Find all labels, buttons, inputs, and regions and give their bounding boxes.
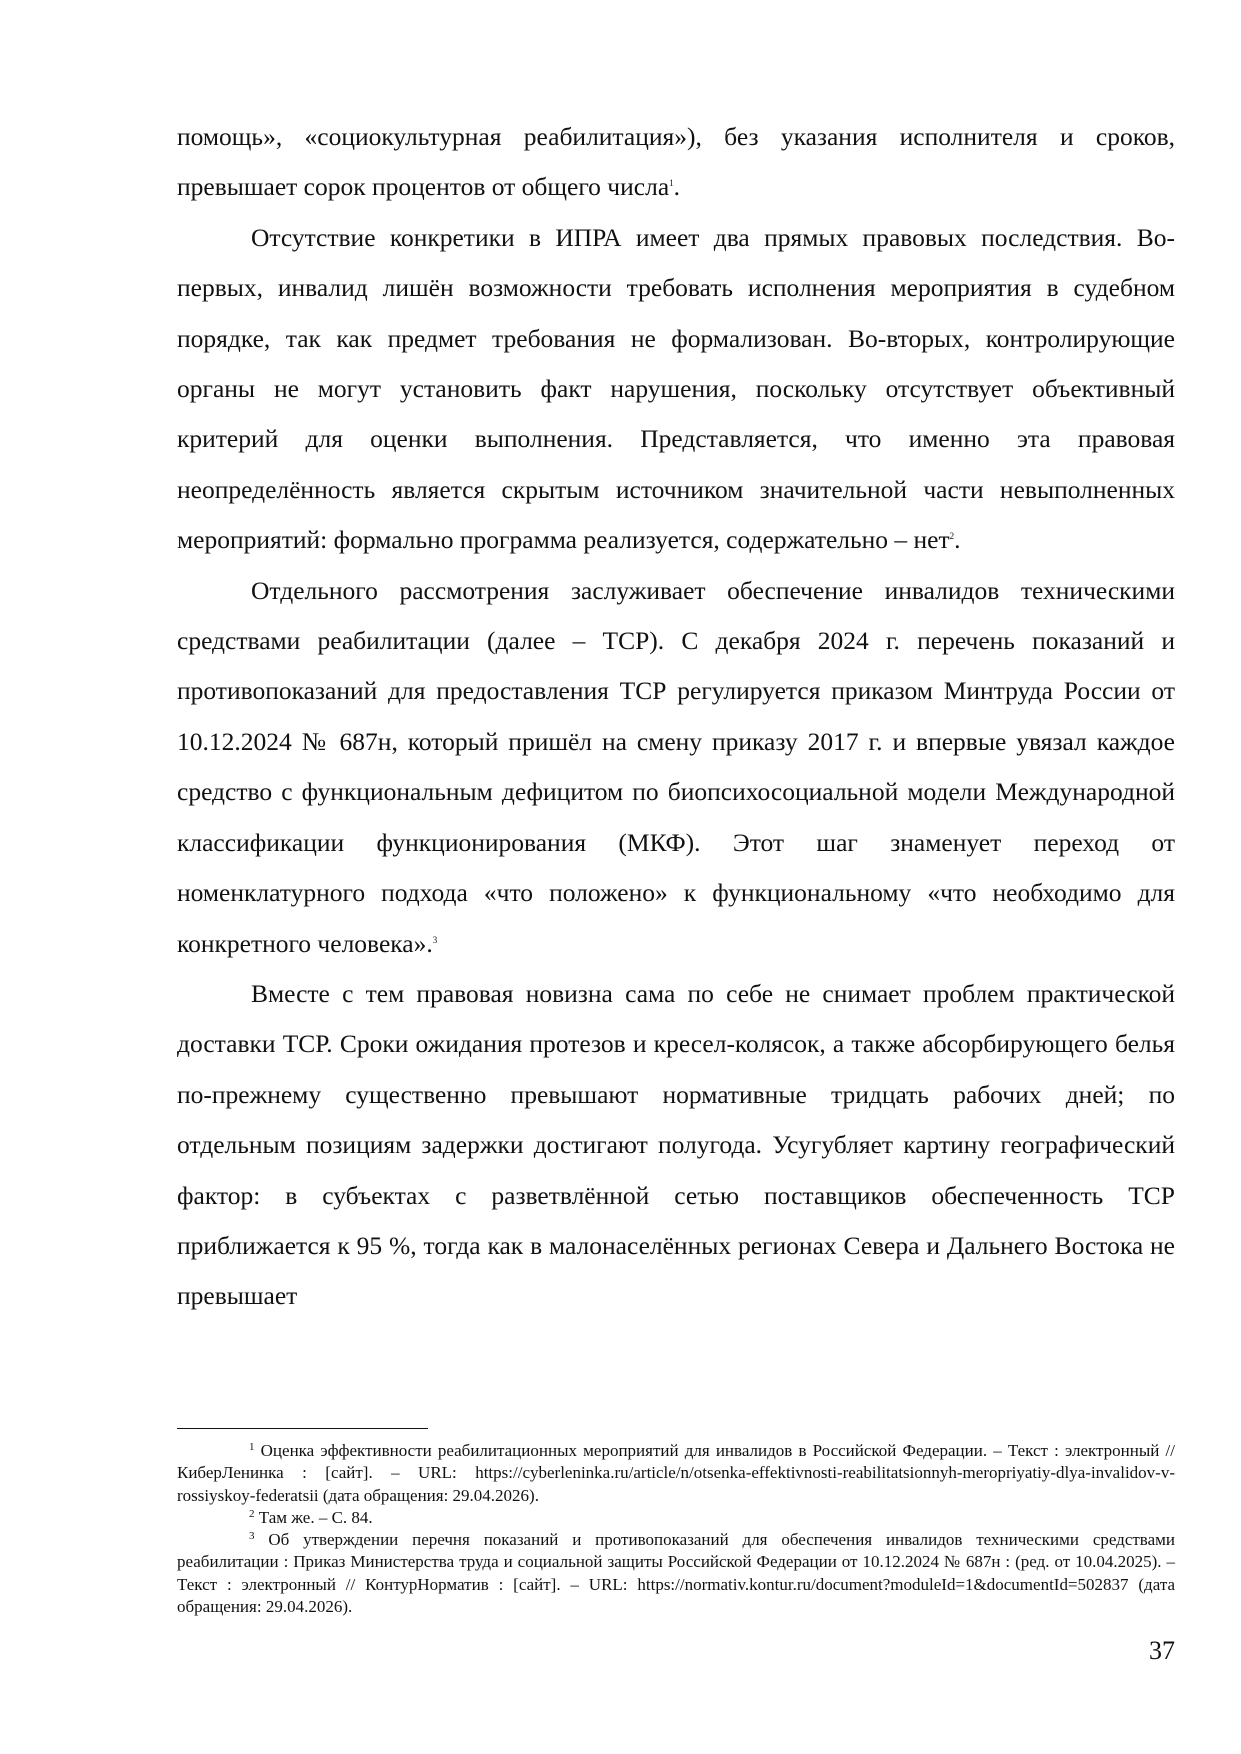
footnotes bbox=[177, 1440, 1175, 1618]
paragraph-tail: . bbox=[673, 172, 681, 202]
footnote-separator bbox=[177, 1428, 428, 1429]
footnote-1 bbox=[177, 1440, 1175, 1507]
page-number: 37 bbox=[1149, 1636, 1175, 1665]
paragraph-4 bbox=[177, 969, 1175, 1322]
paragraph-text: Отдельного рассмотрения заслуживает обеспечение инвалидов техническими средствами реабилитации (далее – ТСР). С декабря 2024 г. перечень показаний и противопоказаний для предоставления ТСР регулируется приказом Минтруда России от 10.12.2024 № 687н, который пришёл на смену приказу 2017 г. и впервые увязал каждое средство с функциональным дефицитом по биопсихосоциальной модели Международной классификации функционирования (МКФ). Этот шаг знаменует переход от номенклатурного подхода «что положено» к функциональному «что необходимо для конкретного человека». bbox=[177, 575, 1175, 958]
paragraph-tail: . bbox=[954, 525, 961, 555]
paragraph-text: Отсутствие конкретики в ИПРА имеет два прямых правовых последствия. Во-первых, инвалид лишён возможности требовать исполнения мероприятия в судебном порядке, так как предмет требования не формализован. Во-вторых, контролирующие органы не могут установить факт нарушения, поскольку отсутствует объективный критерий для оценки выполнения. Представляется, что именно эта правовая неопределённость является скрытым источником значительной части невыполненных мероприятий: формально программа реализуется, содержательно – нет bbox=[177, 222, 1175, 555]
footnote-number: 2 bbox=[249, 1507, 255, 1520]
footnote-number: 1 bbox=[249, 1441, 255, 1453]
paragraph-1 bbox=[177, 112, 1175, 213]
footnote-2 bbox=[177, 1507, 1175, 1529]
footnote-text: Там же. – С. 84. bbox=[258, 1507, 373, 1527]
paragraph-text: помощь», «социокультурная реабилитация»), без указания исполнителя и сроков, превышает сорок процентов от общего числа bbox=[177, 122, 1175, 202]
paragraph-2 bbox=[177, 213, 1175, 566]
footnote-3 bbox=[177, 1529, 1175, 1618]
footnote-text: Оценка эффективности реабилитационных мероприятий для инвалидов в Российской Федерации. – Текст : электронный // КиберЛенинка : [сайт]. – URL: https://cyberleninka.ru/article/n/otsenka-effektivnosti-reabilitatsionnyh-meropriyatiy-dlya-invalidov-v-rossiyskoy-federatsii (дата обращения: 29.04.2026). bbox=[177, 1441, 1175, 1505]
footnote-ref-3[interactable]: 3 bbox=[432, 934, 438, 945]
footnote-ref-1[interactable]: 1 bbox=[669, 178, 674, 189]
paragraph-text: Вместе с тем правовая новизна сама по себе не снимает проблем практической доставки ТСР. Сроки ожидания протезов и кресел-колясок, а также абсорбирующего белья по-прежнему существенно превышают нормативные тридцать рабочих дней; по отдельным позициям задержки достигают полугода. Усугубляет картину географический фактор: в субъектах с разветвлённой сетью поставщиков обеспеченность ТСР приближается к 95 %, тогда как в малонаселённых регионах Севера и Дальнего Востока не превышает bbox=[177, 978, 1175, 1311]
footnote-number: 3 bbox=[249, 1530, 255, 1543]
paragraph-3 bbox=[177, 566, 1175, 969]
body-text bbox=[177, 112, 1175, 1322]
footnote-ref-2[interactable]: 2 bbox=[949, 531, 955, 542]
footnote-text: Об утверждении перечня показаний и противопоказаний для обеспечения инвалидов техническими средствами реабилитации : Приказ Министерства труда и социальной защиты Российской Федерации от 10.12.2024 № 687н : (ред. от 10.04.2025). – Текст : электронный // КонтурНорматив : [сайт]. – URL: https://normativ.kontur.ru/document?moduleId=1&documentId=502837 (дата обращения: 29.04.2026). bbox=[177, 1530, 1176, 1617]
